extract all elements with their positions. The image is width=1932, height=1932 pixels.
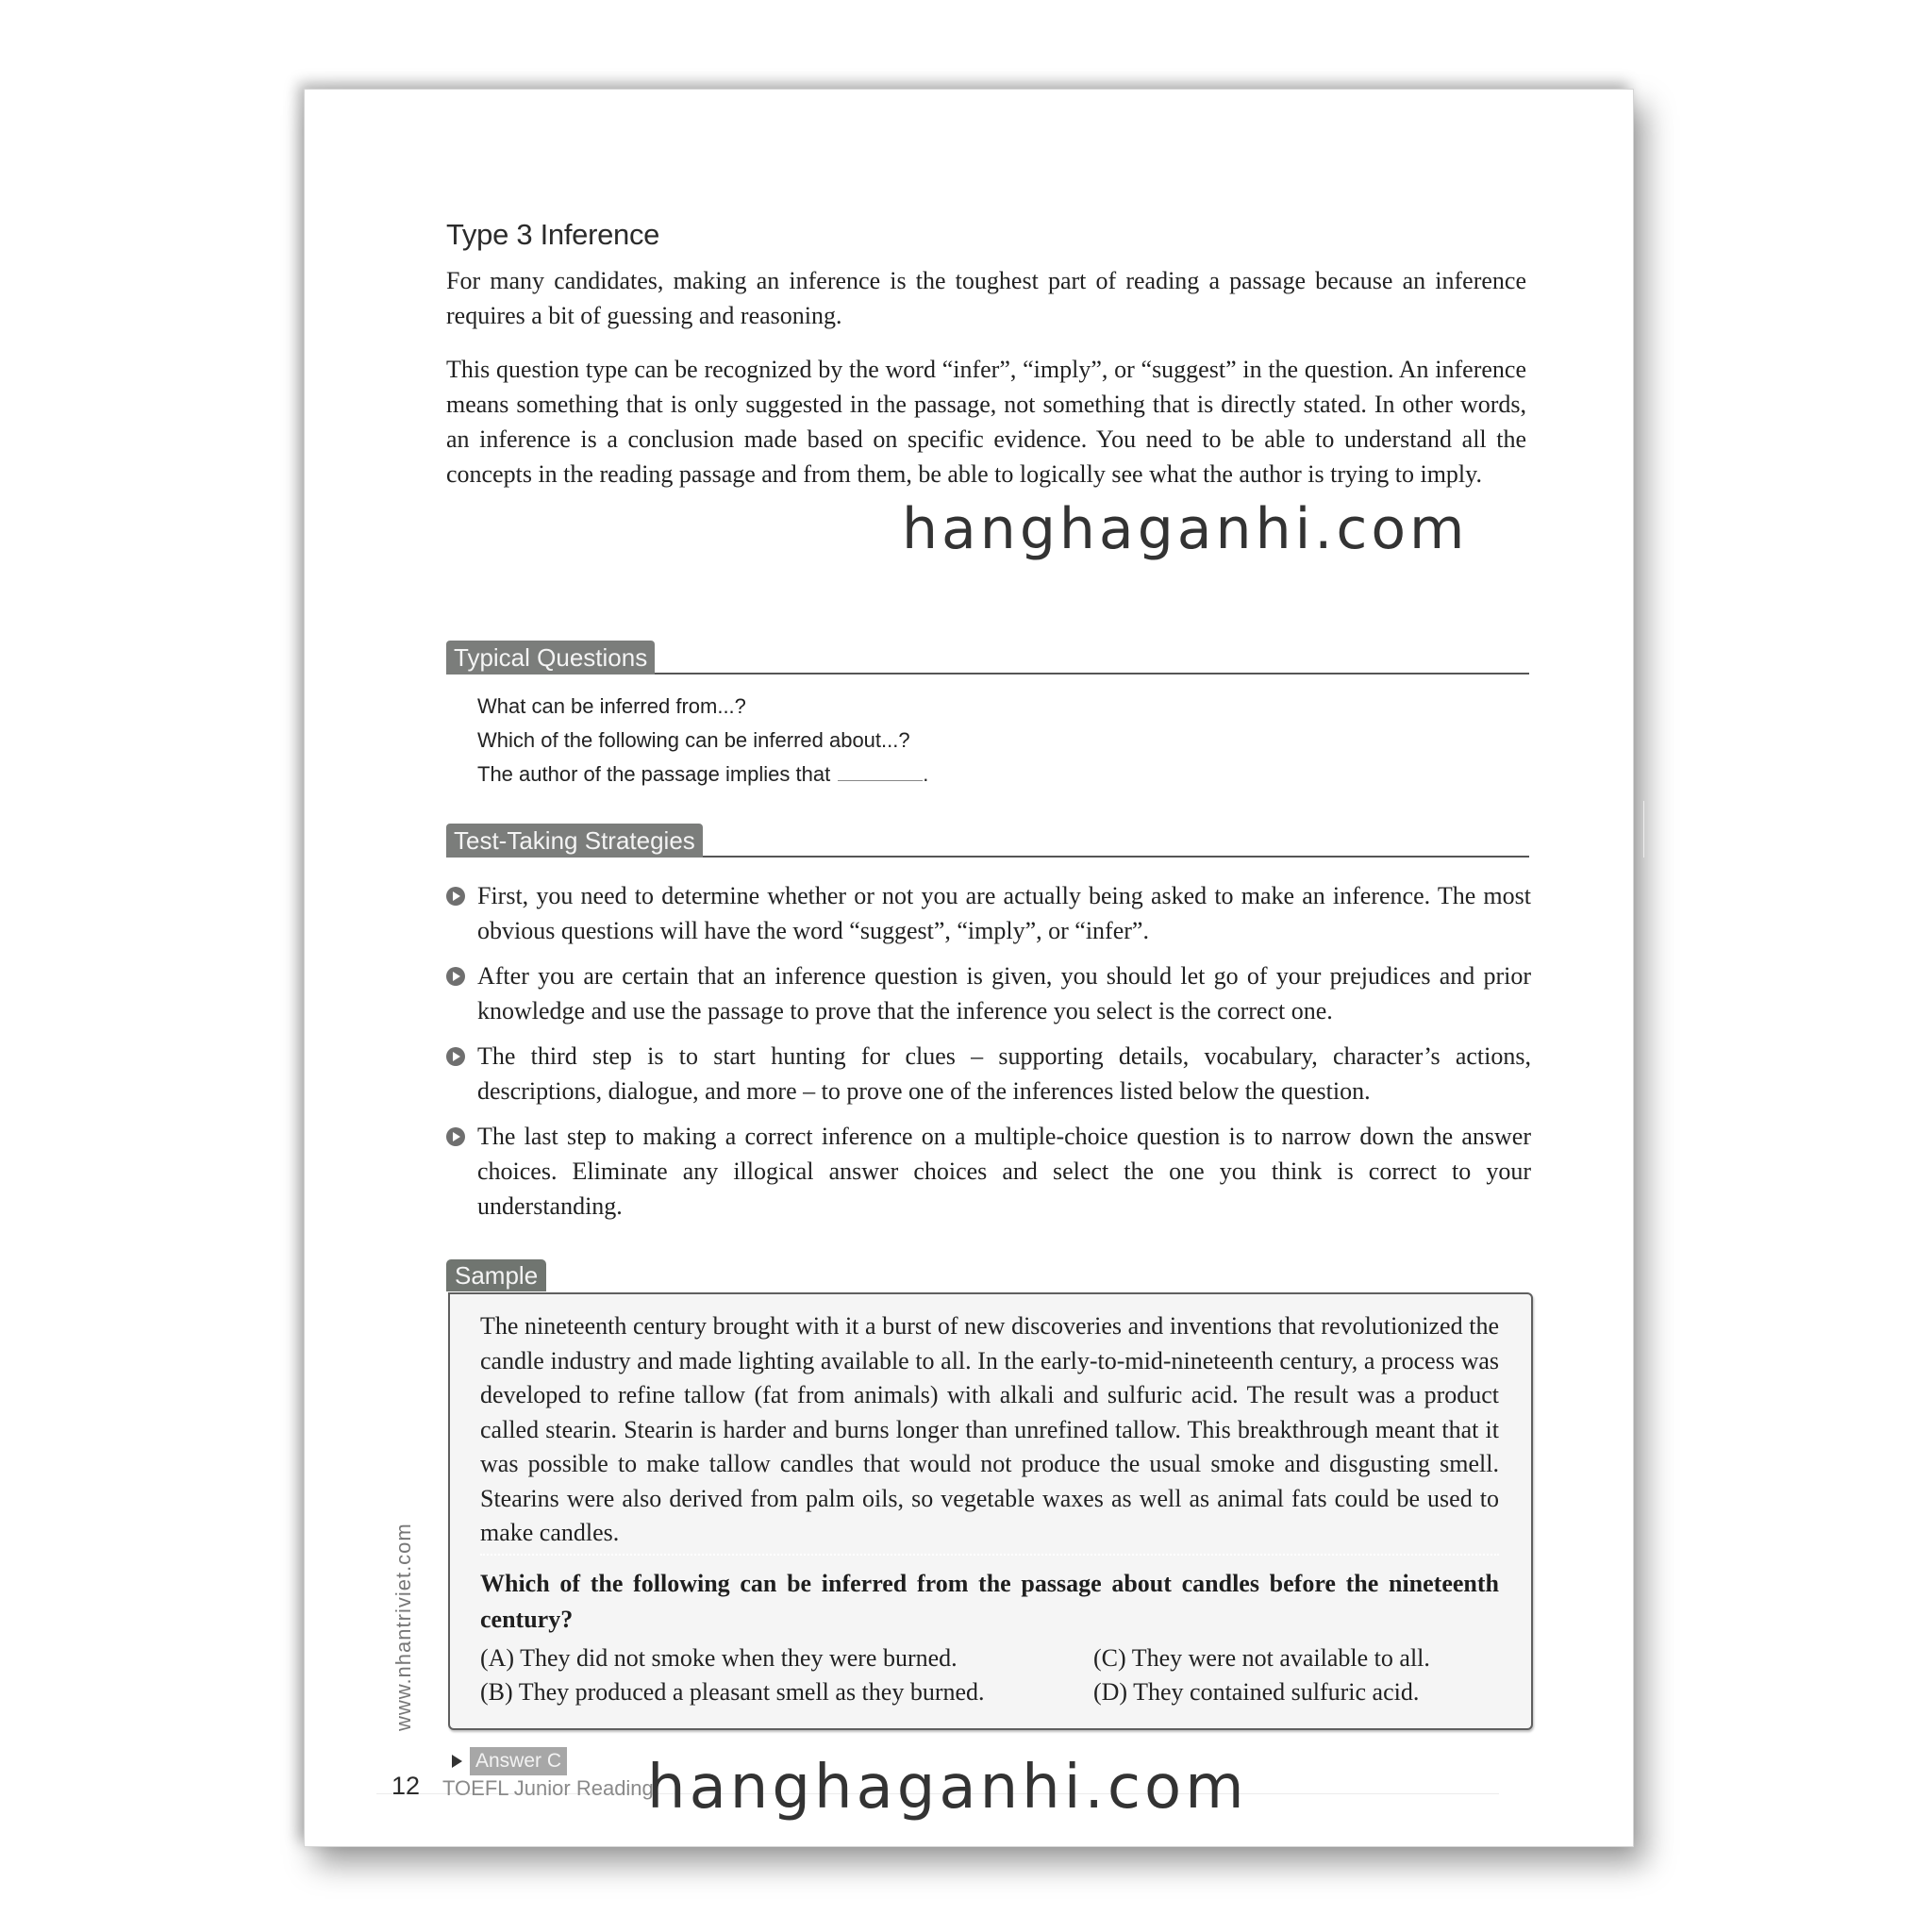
strategy-text: The third step is to start hunting for clues – supporting details, vocabulary, character’s actions, descriptions, dialogue, and more – to prove one of the inferences listed below the question. — [477, 1042, 1531, 1105]
page-number: 12 — [391, 1772, 421, 1800]
intro-paragraph-2: This question type can be recognized by the word “infer”, “imply”, or “suggest” in the question. An inference means something that is only suggested in the passage, not something that is directly stated. In other words, an inference is a conclusion made based on specific evidence. You need to be able to understand all the concepts in the reading passage and from them, be able to logically see what the author is trying to imply. — [446, 356, 1526, 488]
choice-c: (C) They were not available to all. — [1093, 1644, 1430, 1672]
answer-badge: Answer C — [470, 1747, 567, 1775]
period: . — [923, 762, 929, 786]
strategies-tab: Test-Taking Strategies — [446, 824, 703, 858]
strategy-text: The last step to making a correct inference on a multiple-choice question is to narrow down the answer choices. Eliminate any illogical answer choices and select the one you think is correct to your understanding. — [477, 1123, 1531, 1220]
watermark-top: hanghaganhi.com — [902, 496, 1469, 562]
strategies-list — [446, 878, 1531, 1234]
sample-box — [448, 1292, 1533, 1730]
choice-b: (B) They produced a pleasant smell as they burned. — [480, 1678, 985, 1706]
watermark-bottom: hanghaganhi.com — [647, 1753, 1248, 1823]
answer-row — [452, 1747, 567, 1775]
strategy-text: First, you need to determine whether or not you are actually being asked to make an inference. The most obvious questions will have the word “suggest”, “imply”, or “infer”. — [477, 882, 1531, 944]
typical-question-text: The author of the passage implies that — [477, 762, 831, 786]
scan-artifact-line — [1643, 801, 1644, 858]
typical-question-text: Which of the following can be inferred about...? — [477, 728, 910, 752]
side-url: www.nhantriviet.com — [391, 1523, 415, 1731]
typical-questions-header — [446, 639, 1529, 675]
triangle-right-icon — [452, 1755, 462, 1768]
book-title: TOEFL Junior Reading — [442, 1776, 654, 1800]
sample-passage: The nineteenth century brought with it a burst of new discoveries and inventions that revolutionized the candle industry and made lighting available to all. In the early-to-mid-nineteenth century, a process was developed to refine tallow (fat from animals) with alkali and sulfuric acid. The result was a product called stearin. Stearin is harder and burns longer than unrefined tallow. This breakthrough meant that it was possible to make tallow candles that would not produce the usual smoke and disgusting smell. Stearins were also derived from palm oils, so vegetable waxes as well as animal fats could be used to make candles. — [480, 1312, 1499, 1546]
page-title: Type 3 Inference — [446, 218, 660, 251]
dotted-separator — [480, 1554, 1499, 1556]
typical-question-item — [477, 758, 928, 791]
typical-question-item — [477, 724, 928, 758]
strategies-header — [446, 822, 1529, 858]
sample-tab: Sample — [446, 1259, 546, 1291]
typical-question-text: What can be inferred from...? — [477, 694, 746, 718]
book-page — [304, 89, 1634, 1847]
play-bullet-icon — [446, 1047, 465, 1066]
strategy-item — [446, 958, 1531, 1028]
sample-question: Which of the following can be inferred from the passage about candles before the nineteenth century? — [480, 1570, 1499, 1633]
typical-questions-tab: Typical Questions — [446, 641, 655, 675]
strategy-item — [446, 1039, 1531, 1108]
choice-d: (D) They contained sulfuric acid. — [1093, 1678, 1420, 1706]
play-bullet-icon — [446, 887, 465, 906]
play-bullet-icon — [446, 967, 465, 986]
typical-question-item — [477, 690, 928, 724]
fill-in-blank — [838, 763, 923, 781]
strategy-item — [446, 1119, 1531, 1224]
choice-a: (A) They did not smoke when they were burned. — [480, 1644, 958, 1672]
intro-paragraph-1: For many candidates, making an inference is the toughest part of reading a passage because an inference requires a bit of guessing and reasoning. — [446, 267, 1526, 329]
typical-questions-list — [477, 690, 928, 791]
play-bullet-icon — [446, 1127, 465, 1146]
strategy-text: After you are certain that an inference question is given, you should let go of your prejudices and prior knowledge and use the passage to prove that the inference you select is the correct one. — [477, 962, 1531, 1024]
strategy-item — [446, 878, 1531, 948]
answer-choices — [480, 1641, 1499, 1709]
